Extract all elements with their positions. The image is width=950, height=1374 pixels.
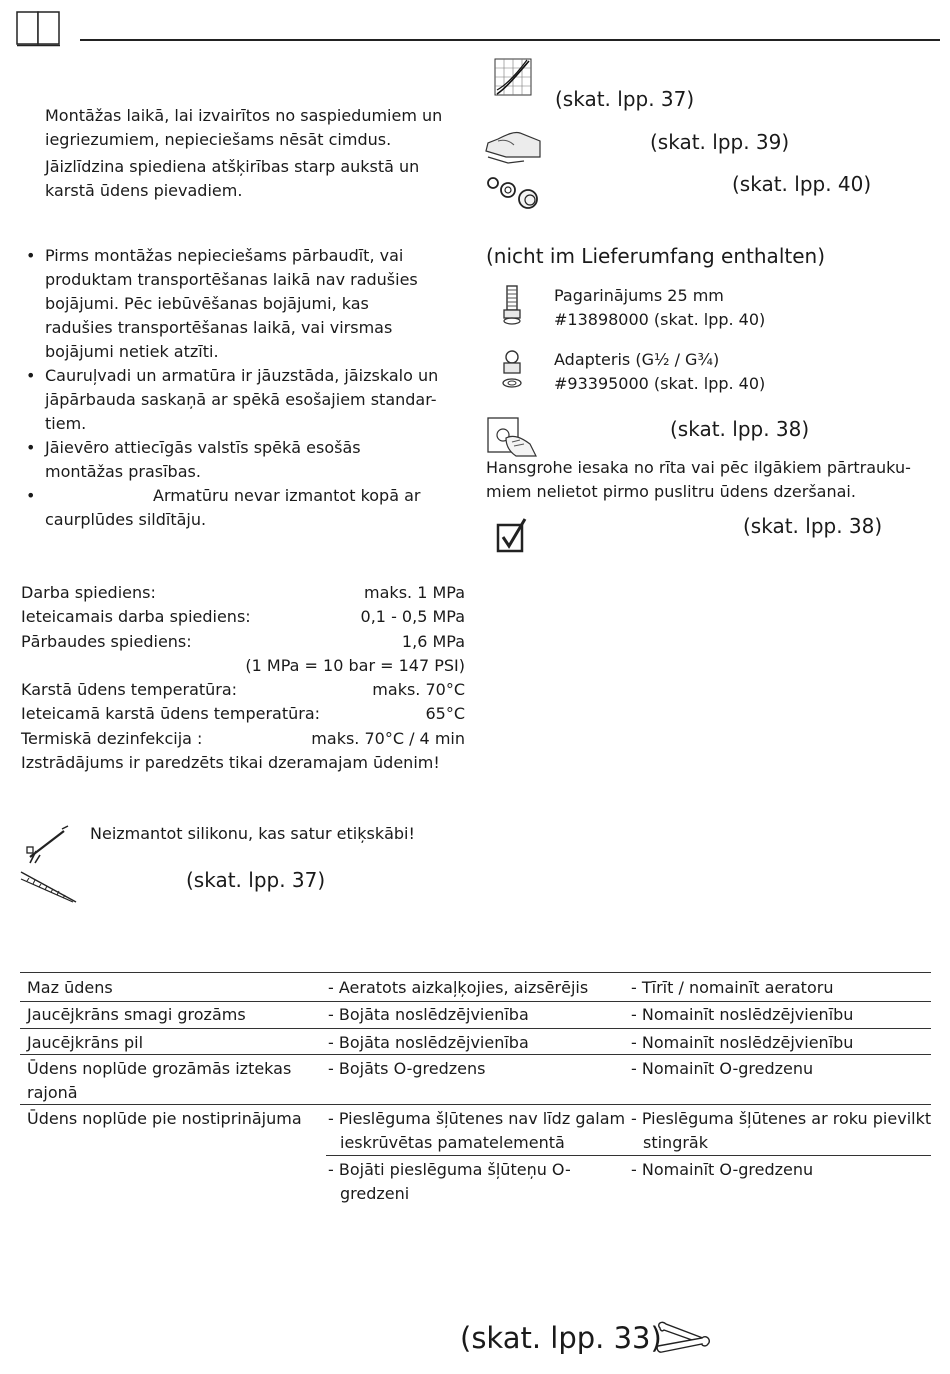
table-cell: Ūdens noplūde pie nostiprinājuma <box>27 1109 302 1128</box>
table-cell: - Bojāta noslēdzējvienība <box>328 1033 529 1052</box>
dimensions-ref: (skat. lpp. 37) <box>186 868 326 892</box>
silicone-gun-icon <box>24 825 70 865</box>
parts-ref: (skat. lpp. 40) <box>732 172 872 196</box>
table-cell: - Bojāta noslēdzējvienība <box>328 1005 529 1024</box>
table-cell: Maz ūdens <box>27 978 113 997</box>
cleaning-ref: (skat. lpp. 39) <box>650 130 790 154</box>
table-row-rule <box>20 1028 931 1029</box>
spec-note: Izstrādājums ir paredzēts tikai dzeramajam ūdenim! <box>21 753 440 773</box>
table-cell: - Nomainīt O-gredzenu <box>631 1059 814 1078</box>
table-top-rule <box>20 972 931 973</box>
list-item: • Armatūru nevar izmantot kopā ar caurplūdes sildītāju. <box>21 484 441 532</box>
table-cell: Jaucējkrāns pil <box>27 1033 144 1052</box>
table-cell: Jaucējkrāns smagi grozāms <box>27 1005 246 1024</box>
table-cell: - Pieslēguma šļūtenes ar roku pievilkt stingrāk <box>631 1109 932 1152</box>
operation-hand-icon <box>486 414 538 458</box>
silicone-note: Neizmantot silikonu, kas satur etiķskābi! <box>90 824 415 843</box>
tools-icon <box>654 1320 712 1358</box>
spec-row: Termiskā dezinfekcija : maks. 70°C / 4 min <box>21 728 465 748</box>
flow-diagram-icon <box>494 58 532 96</box>
safety-bullets <box>21 244 441 532</box>
pressure-note: Jāizlīdzina spiediena atšķirības starp aukstā un karstā ūdens pievadiem. <box>45 157 420 200</box>
test-ref: (skat. lpp. 38) <box>743 514 883 538</box>
list-item: • Jāievēro attiecīgās valstīs spēkā esošās montāžas prasības. <box>21 436 441 484</box>
table-cell: - Nomainīt noslēdzējvienību <box>631 1033 854 1052</box>
open-book-icon <box>16 11 62 47</box>
extension-part-icon <box>500 284 524 326</box>
list-item: • Pirms montāžas nepieciešams pārbaudīt, vai produktam transportēšanas laikā nav radušies bojājumi. Pēc iebūvēšanas bojājumi, kas radušies transportēšanas laikā, vai virsmas bojājumi netiek atzīti. <box>21 244 441 364</box>
accessory-extension-line2: #13898000 (skat. lpp. 40) <box>554 310 766 329</box>
table-cell: - Bojāts O-gredzens <box>328 1059 486 1078</box>
checkbox-checked-icon <box>496 517 528 553</box>
list-item: • Cauruļvadi un armatūra ir jāuzstāda, jāizskalo un jāpārbauda saskaņā ar spēkā esošajiem standar-tiem. <box>21 364 441 436</box>
operation-ref: (skat. lpp. 38) <box>670 417 810 441</box>
flow-ref: (skat. lpp. 37) <box>555 87 695 111</box>
gloves-note: Montāžas laikā, lai izvairītos no saspiedumiem un iegriezumiem, nepieciešams nēsāt cimdus. <box>45 106 443 149</box>
table-row-rule <box>20 1001 931 1002</box>
table-cell: - Nomainīt noslēdzējvienību <box>631 1005 854 1024</box>
header-rule <box>80 39 940 41</box>
table-cell: - Pieslēguma šļūtenes nav līdz galam ieskrūvētas pamatelementā <box>328 1109 626 1152</box>
table-cell: - Aeratots aizkaļķojies, aizsērējis <box>328 978 589 997</box>
specs-table <box>21 581 465 775</box>
table-cell: - Bojāti pieslēguma šļūteņu O-gredzeni <box>328 1160 571 1203</box>
hansgrohe-note: Hansgrohe iesaka no rīta vai pēc ilgākiem pārtrauku-miem nelietot pirmo puslitru ūdens dzeršanai. <box>486 458 911 501</box>
table-cell: Ūdens noplūde grozāmās iztekas rajonā <box>27 1059 292 1102</box>
spec-row: (1 MPa = 10 bar = 147 PSI) <box>245 655 465 675</box>
footer-ref: (skat. lpp. 33) <box>460 1321 662 1355</box>
table-row-rule <box>20 1104 931 1105</box>
spec-row: Karstā ūdens temperatūra: maks. 70°C <box>21 680 465 700</box>
spec-row: Pārbaudes spiediens: 1,6 MPa <box>21 631 465 651</box>
cleaning-hand-icon <box>484 127 544 167</box>
accessory-adapter-line2: #93395000 (skat. lpp. 40) <box>554 374 766 393</box>
ruler-icon <box>19 869 79 905</box>
table-cell: - Nomainīt O-gredzenu <box>631 1160 814 1179</box>
accessory-adapter-line1: Adapteris (G½ / G¾) <box>554 350 720 369</box>
spec-row: Ieteicamais darba spiediens: 0,1 - 0,5 MPa <box>21 607 465 627</box>
adapter-part-icon <box>499 348 525 390</box>
spec-row: Darba spiediens: maks. 1 MPa <box>21 583 465 602</box>
accessories-heading: (nicht im Lieferumfang enthalten) <box>486 244 825 268</box>
table-row-rule <box>326 1155 931 1156</box>
accessory-extension-line1: Pagarinājums 25 mm <box>554 286 724 305</box>
spec-row: Ieteicamā karstā ūdens temperatūra: 65°C <box>21 704 465 724</box>
spare-parts-icon <box>484 172 544 212</box>
table-cell: - Tīrīt / nomainīt aeratoru <box>631 978 834 997</box>
table-row-rule <box>20 1054 931 1055</box>
